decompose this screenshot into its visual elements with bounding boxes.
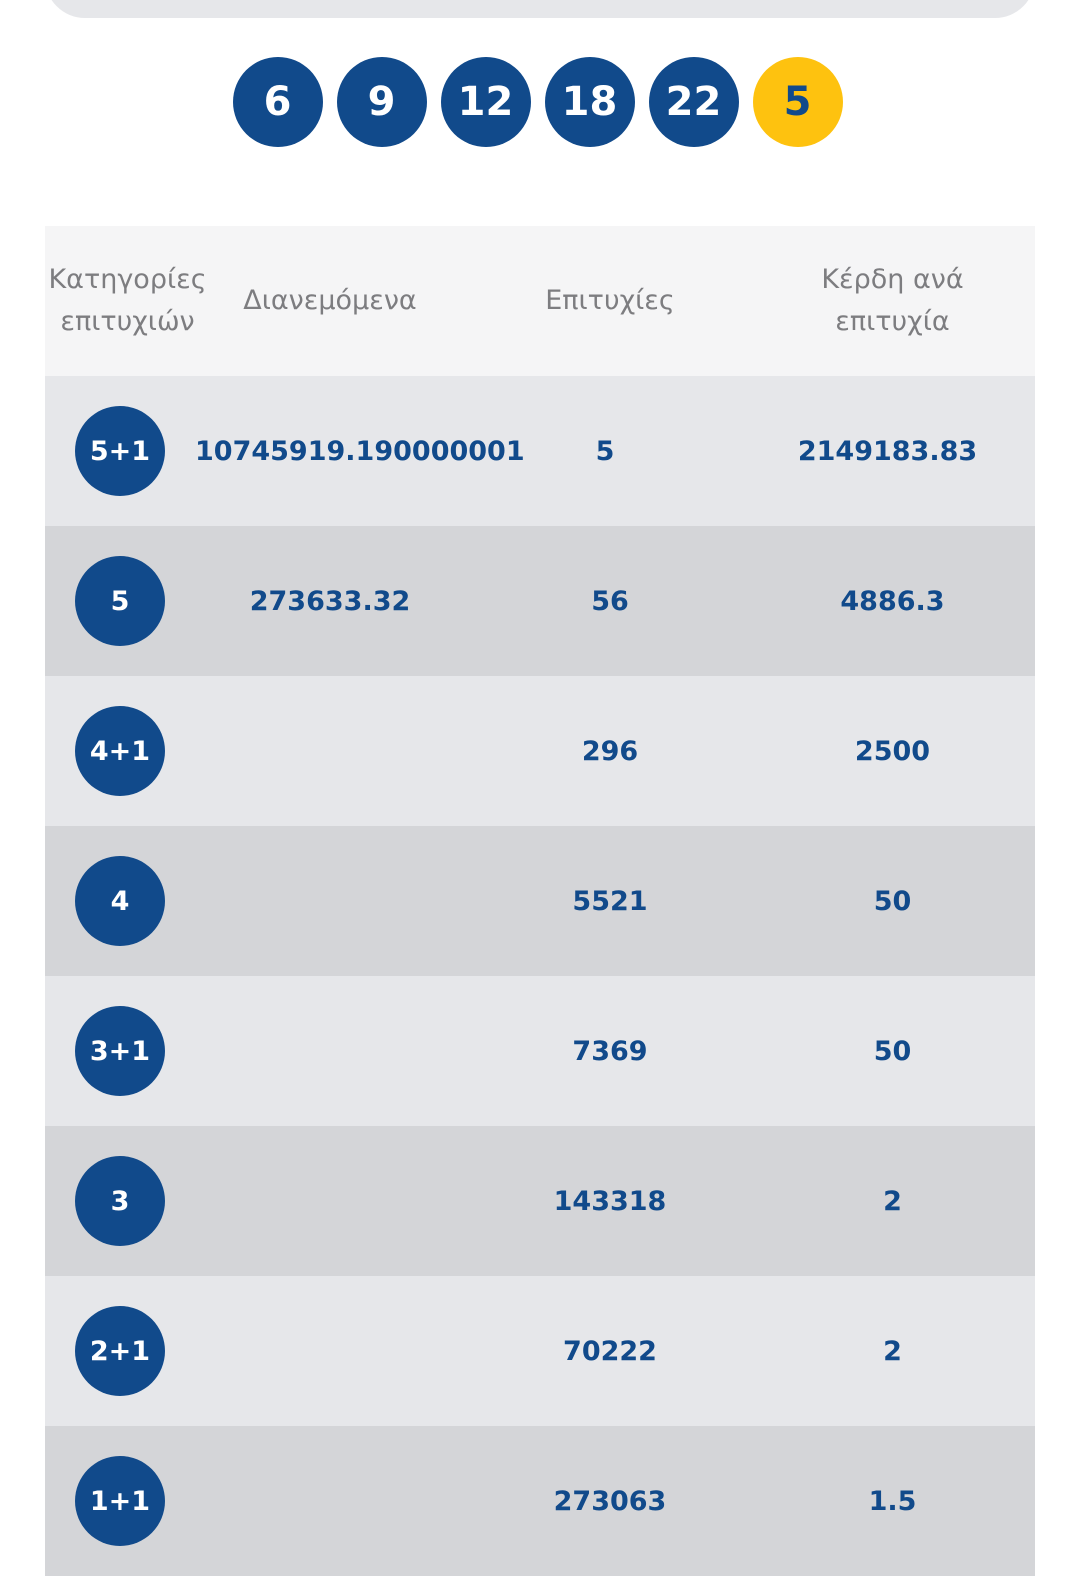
prize-cell: 50 — [873, 885, 912, 917]
prize-table — [45, 226, 1035, 1576]
winners-cell: 296 — [581, 735, 639, 767]
header-category: Κατηγορίες επιτυχιών — [48, 264, 207, 337]
table-row — [45, 826, 1035, 976]
prize-cell: 50 — [873, 1035, 912, 1067]
distributed-cell: 10745919.190000001 — [195, 435, 525, 467]
table-row — [45, 976, 1035, 1126]
number-ball: 22 — [649, 57, 739, 147]
prize-cell: 2 — [883, 1185, 902, 1217]
table-row — [45, 1126, 1035, 1276]
category-ball: 1+1 — [75, 1456, 165, 1546]
winners-cell: 56 — [591, 585, 629, 617]
category-ball: 4+1 — [75, 706, 165, 796]
table-row — [45, 676, 1035, 826]
winners-cell: 5521 — [572, 885, 648, 917]
prize-cell: 4886.3 — [840, 585, 945, 617]
header-winners: Επιτυχίες — [545, 285, 675, 316]
category-ball: 5+1 — [75, 406, 165, 496]
prize-cell: 2149183.83 — [797, 435, 978, 467]
prize-cell: 1.5 — [868, 1485, 917, 1517]
winners-cell: 70222 — [563, 1335, 657, 1367]
number-ball: 9 — [337, 57, 427, 147]
bonus-ball: 5 — [753, 57, 843, 147]
table-header — [45, 226, 1035, 376]
category-ball: 2+1 — [75, 1306, 165, 1396]
table-row — [45, 526, 1035, 676]
header-distributed: Διανεμόμενα — [243, 285, 417, 316]
distributed-cell: 273633.32 — [249, 585, 411, 617]
prize-cell: 2 — [883, 1335, 902, 1367]
number-ball: 6 — [233, 57, 323, 147]
header-prize: Κέρδη ανά επιτυχία — [821, 264, 964, 337]
winners-cell: 143318 — [553, 1185, 667, 1217]
drawn-numbers — [0, 57, 1075, 147]
category-ball: 4 — [75, 856, 165, 946]
category-ball: 5 — [75, 556, 165, 646]
table-row — [45, 1276, 1035, 1426]
number-ball: 12 — [441, 57, 531, 147]
table-row — [45, 1426, 1035, 1576]
winners-cell: 7369 — [572, 1035, 648, 1067]
category-ball: 3 — [75, 1156, 165, 1246]
prize-cell: 2500 — [854, 735, 931, 767]
table-row — [45, 376, 1035, 526]
previous-section-card — [45, 0, 1035, 18]
winners-cell: 273063 — [553, 1485, 667, 1517]
category-ball: 3+1 — [75, 1006, 165, 1096]
number-ball: 18 — [545, 57, 635, 147]
winners-cell: 5 — [595, 435, 615, 467]
